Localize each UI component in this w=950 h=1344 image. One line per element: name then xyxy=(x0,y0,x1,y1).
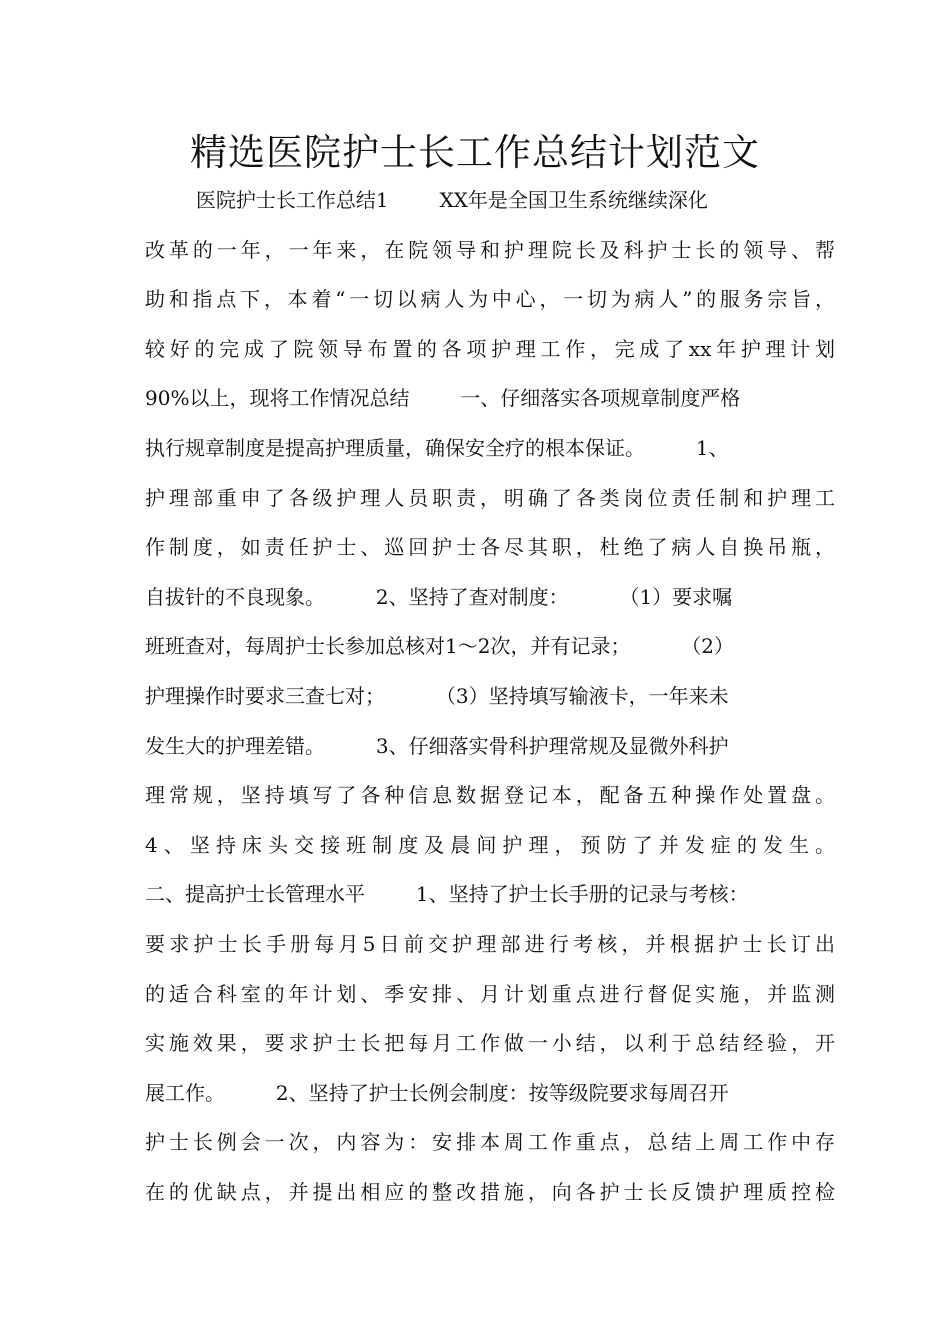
text-line: 要求护士长手册每月5日前交护理部进行考核，并根据护士长订出 xyxy=(145,931,835,956)
text-line: 二、提高护士长管理水平 1、坚持了护士长手册的记录与考核： xyxy=(145,882,749,907)
text-line: 护士长例会一次，内容为：安排本周工作重点，总结上周工作中存 xyxy=(145,1130,835,1155)
text-line: 护理部重申了各级护理人员职责，明确了各类岗位责任制和护理工 xyxy=(145,485,835,510)
text-line: 发生大的护理差错。 3、仔细落实骨科护理常规及显微外科护 xyxy=(145,733,729,758)
text-line: 较好的完成了院领导布置的各项护理工作，完成了xx年护理计划 xyxy=(145,336,835,361)
text-line: 改革的一年，一年来，在院领导和护理院长及科护士长的领导、帮 xyxy=(145,237,835,262)
text-line: 4、坚持床头交接班制度及晨间护理，预防了并发症的发生。 xyxy=(145,832,835,857)
text-line: 在的优缺点，并提出相应的整改措施，向各护士长反馈护理质控检 xyxy=(145,1179,835,1204)
document-body xyxy=(145,182,835,1223)
text-line: 班班查对，每周护士长参加总核对1～2次，并有记录； （2） xyxy=(145,634,735,659)
text-line: 执行规章制度是提高护理质量，确保安全疗的根本保证。 1、 xyxy=(145,435,729,460)
text-line: 实施效果，要求护士长把每月工作做一小结，以利于总结经验，开 xyxy=(145,1031,835,1056)
text-line: 的适合科室的年计划、季安排、月计划重点进行督促实施，并监测 xyxy=(145,981,835,1006)
text-line: 展工作。 2、坚持了护士长例会制度：按等级院要求每周召开 xyxy=(145,1080,729,1105)
text-line: 护理操作时要求三查七对； （3）坚持填写输液卡，一年来未 xyxy=(145,683,729,708)
text-line: 自拔针的不良现象。 2、坚持了查对制度： （1）要求嘱 xyxy=(145,584,733,609)
text-line: 90%以上，现将工作情况总结 一、仔细落实各项规章制度严格 xyxy=(145,386,741,411)
text-line: 助和指点下，本着“一切以病人为中心，一切为病人”的服务宗旨， xyxy=(145,287,835,312)
document-title: 精选医院护士长工作总结计划范文 xyxy=(190,131,760,174)
text-line: 作制度，如责任护士、巡回护士各尽其职，杜绝了病人自换吊瓶， xyxy=(145,535,835,560)
text-line: 医院护士长工作总结1 XX年是全国卫生系统继续深化 xyxy=(145,188,708,212)
text-line: 理常规，坚持填写了各种信息数据登记本，配备五种操作处置盘。 xyxy=(145,783,835,808)
